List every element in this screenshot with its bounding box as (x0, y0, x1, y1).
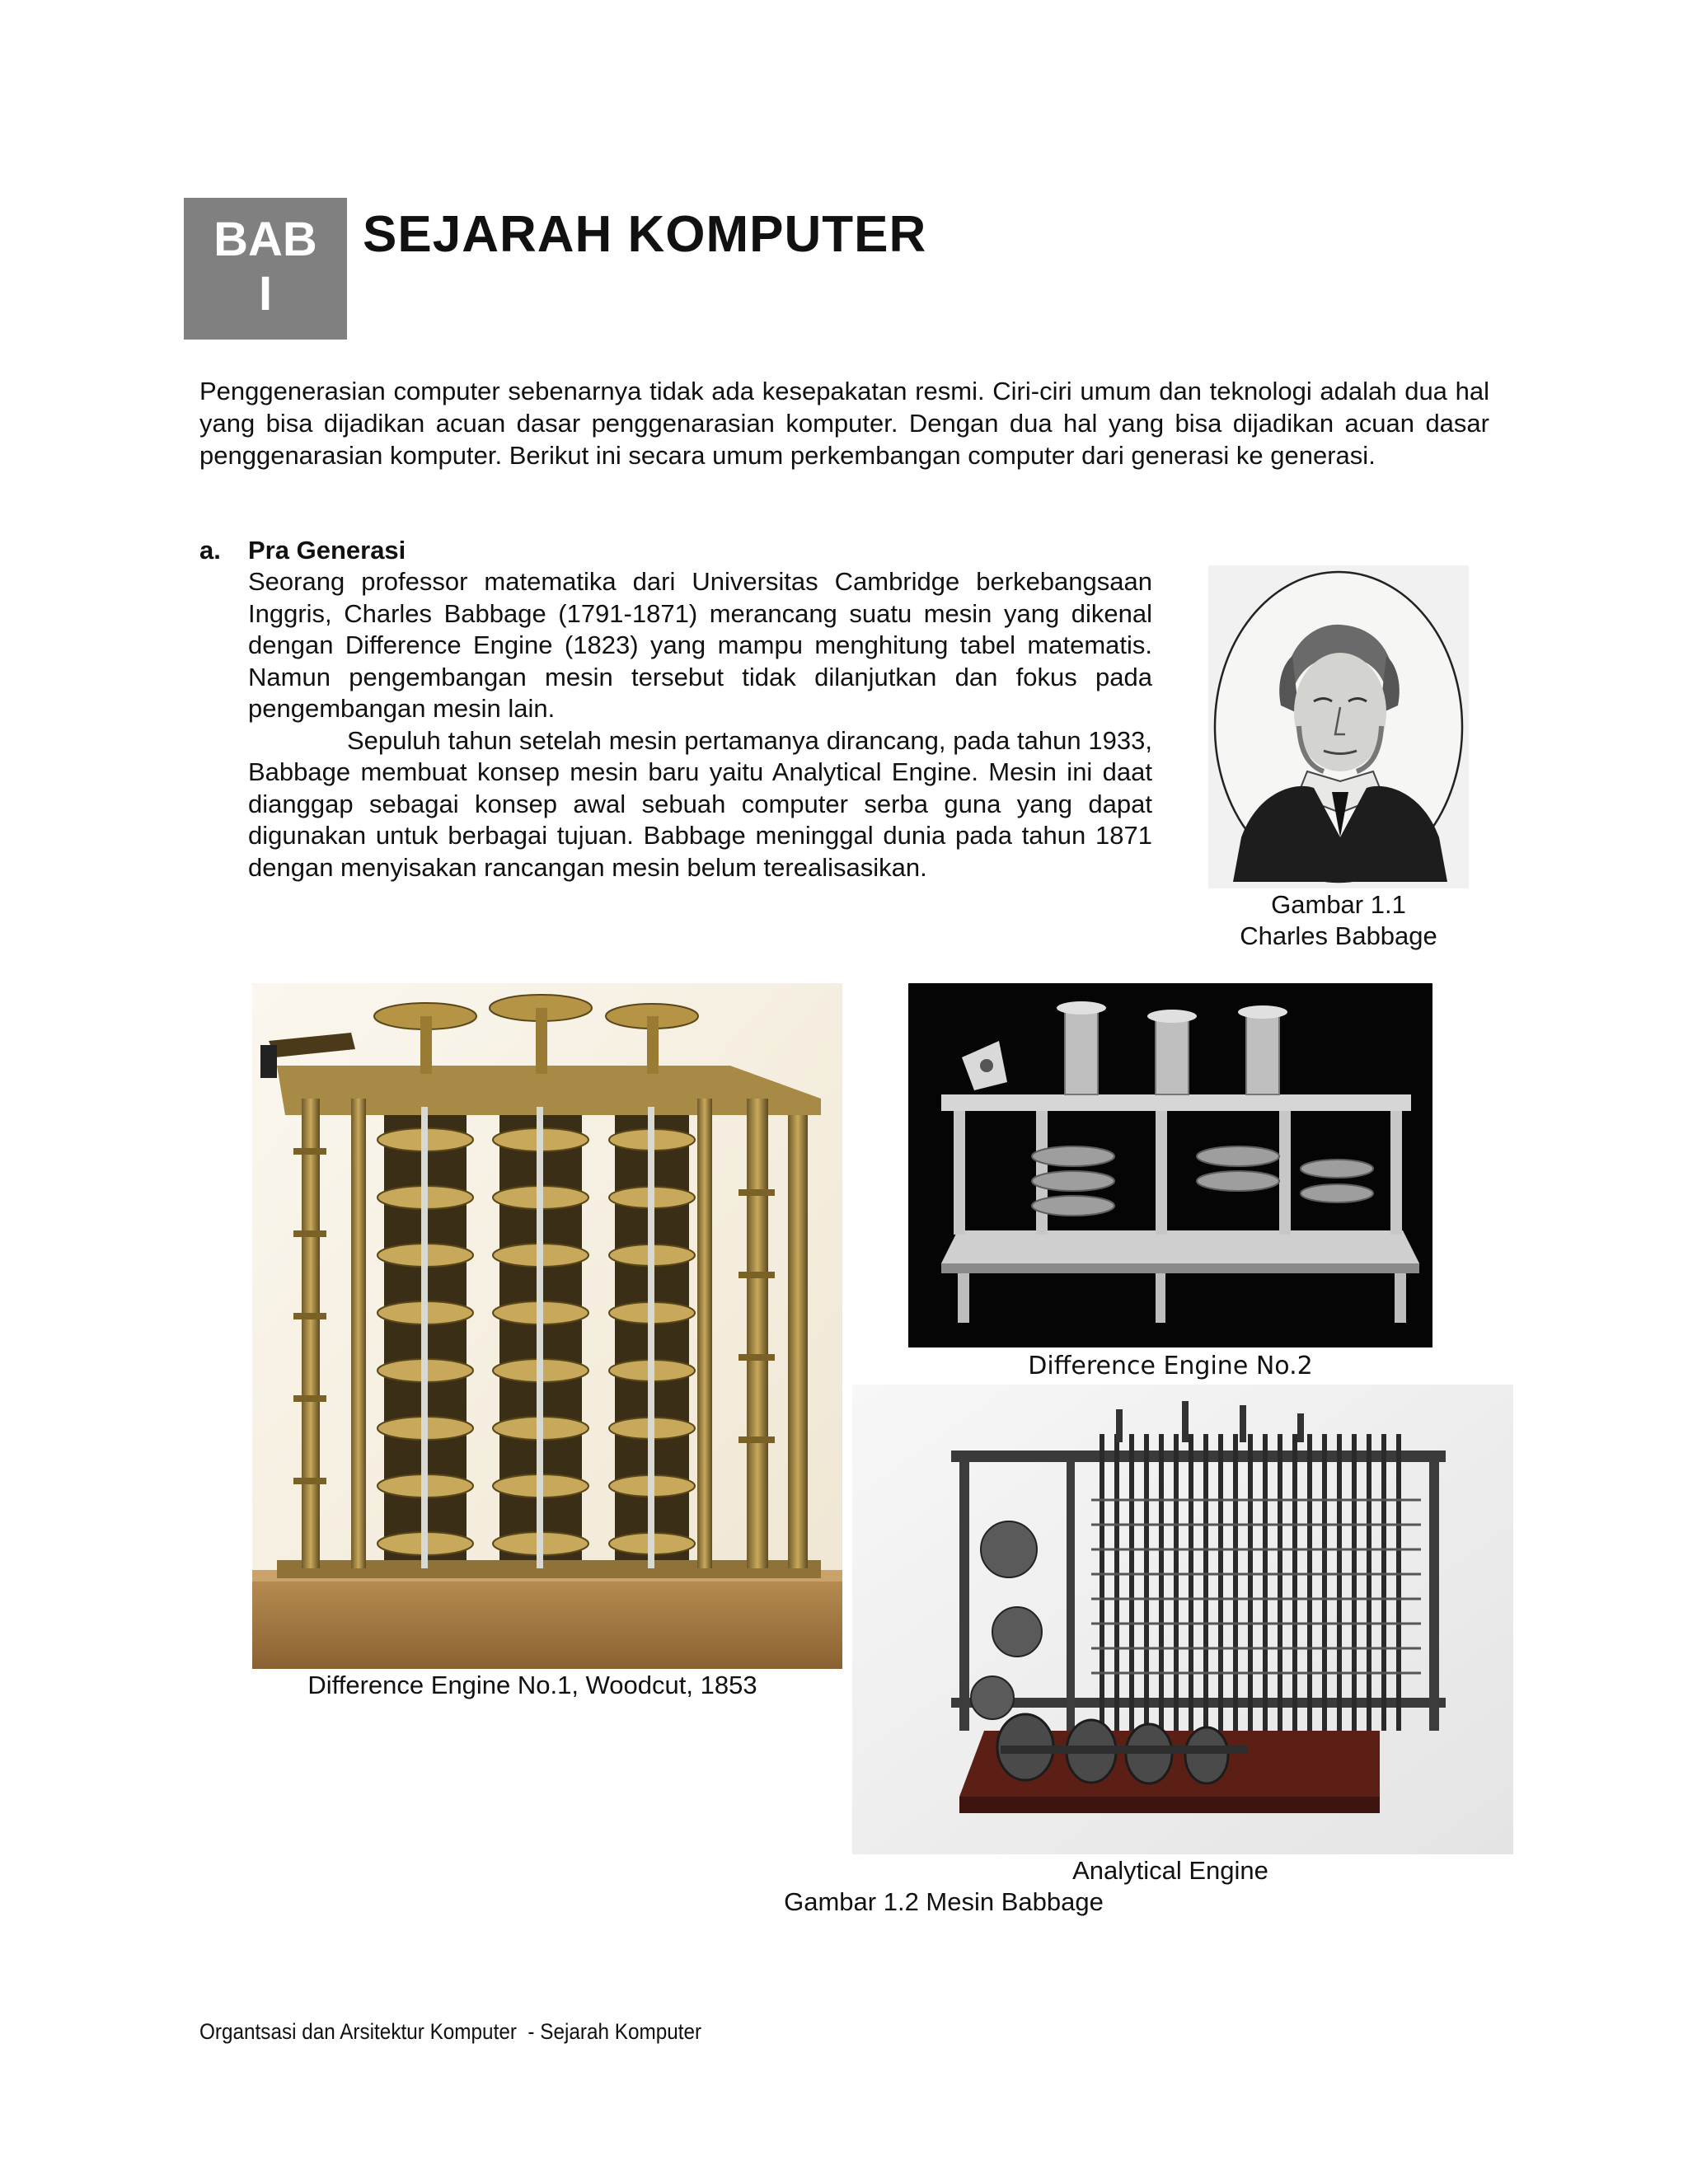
section-title: Pra Generasi (248, 536, 406, 565)
figure-1-2-caption: Gambar 1.2 Mesin Babbage (784, 1887, 1104, 1916)
section-body (248, 566, 1152, 883)
difference-engine-no1-caption: Difference Engine No.1, Woodcut, 1853 (307, 1671, 757, 1699)
chapter-number-box (184, 198, 347, 340)
charles-babbage-portrait (1208, 565, 1469, 888)
intro-paragraph: Penggenerasian computer sebenarnya tidak ada kesepakatan resmi. Ciri-ciri umum dan teknologi adalah dua hal yang bisa dijadikan acuan dasar penggenarasian komputer. Dengan dua hal yang bisa dijadikan acuan dasar penggenarasian komputer. Berikut ini secara umum perkembangan computer dari generasi ke generasi. (199, 377, 1489, 470)
difference-engine-no2-caption: Difference Engine No.2 (1028, 1352, 1313, 1380)
chapter-number: I (258, 267, 273, 321)
difference-engine-no1-image (252, 983, 842, 1669)
figure-1-1-caption-title: Charles Babbage (1240, 921, 1437, 950)
page-footer: Organtsasi dan Arsitektur Komputer - Sejarah Komputer (199, 2019, 702, 2044)
analytical-engine-caption: Analytical Engine (1072, 1856, 1268, 1885)
section-paragraph-1: Seorang professor matematika dari Universitas Cambridge berkebangsaan Inggris, Charles Babbage (1791-1871) merancang suatu mesin yang dikenal dengan Difference Engine (1823) yang mampu menghitung tabel matematis. Namun pengembangan mesin tersebut tidak dilanjutkan dan fokus pada pengembangan mesin lain. (248, 567, 1152, 723)
figure-1-1-caption-number: Gambar 1.1 (1271, 890, 1406, 919)
difference-engine-no2-image (908, 983, 1432, 1347)
chapter-bab-label: BAB (213, 213, 317, 266)
chapter-title: SEJARAH KOMPUTER (363, 206, 927, 263)
analytical-engine-image (852, 1385, 1513, 1854)
section-marker: a. (199, 536, 221, 565)
section-paragraph-2: Sepuluh tahun setelah mesin pertamanya dirancang, pada tahun 1933, Babbage membuat konsep mesin baru yaitu Analytical Engine. Mesin ini daat dianggap sebagai konsep awal sebuah computer serba guna yang dapat digunakan untuk berbagai tujuan. Babbage meninggal dunia pada tahun 1871 dengan menyisakan rancangan mesin belum terealisasikan. (248, 725, 1152, 882)
